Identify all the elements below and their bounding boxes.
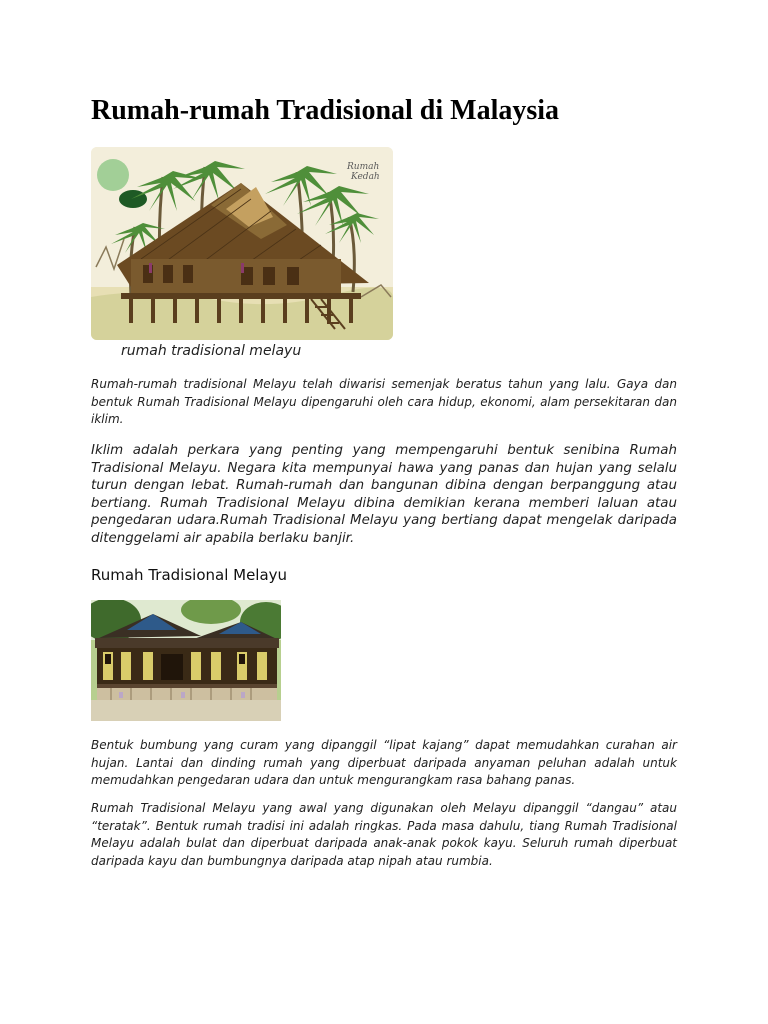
painting-watermark-line2: Kedah — [351, 172, 380, 182]
house-painting-illustration — [91, 147, 393, 340]
paragraph-intro: Rumah-rumah tradisional Melayu telah diwarisi semenjak beratus tahun yang lalu. Gaya dan bentuk Rumah Tradisional Melayu dipengaruhi oleh cara hidup, ekonomi, alam persekitaran dan iklim. — [91, 377, 677, 426]
painting-watermark-line1: Rumah — [347, 162, 380, 172]
figure-caption: rumah tradisional melayu — [121, 343, 302, 359]
paragraph-early-houses: Rumah Tradisional Melayu yang awal yang digunakan oleh Melayu dipanggil “dangau” atau “teratak”. Bentuk rumah tradisi ini adalah ringkas. Pada masa dahulu, tiang Rumah Tradisional Melayu adalah bulat dan diperbuat daripada anak-anak pokok kayu. Seluruh rumah diperbuat daripada kayu dan bumbungnya daripada atap nipah atau rumbia. — [91, 801, 677, 868]
photo-of-malay-house — [91, 600, 281, 721]
page-title: Rumah-rumah Tradisional di Malaysia — [91, 95, 560, 126]
house-photo-illustration — [91, 600, 281, 721]
paragraph-climate: Iklim adalah perkara yang penting yang mempengaruhi bentuk senibina Rumah Tradisional Melayu. Negara kita mempunyai hawa yang panas dan hujan yang selalu turun dengan lebat. Rumah-rumah dan bangunan dibina dengan berpanggung atau bertiang. Rumah Tradisional Melayu dibina demikian kerana memberi laluan atau pengedaran udara.Rumah Tradisional Melayu yang bertiang dapat mengelak daripada ditenggelami air apabila berlaku banjir. — [91, 443, 677, 546]
section-heading: Rumah Tradisional Melayu — [91, 566, 288, 584]
painting-of-malay-house — [91, 147, 393, 340]
paragraph-roof: Bentuk bumbung yang curam yang dipanggil “lipat kajang” dapat memudahkan curahan air hujan. Lantai dan dinding rumah yang diperbuat daripada anyaman peluhan adalah untuk memudahkan pengedaran udara dan untuk mengurangkam rasa bahang panas. — [91, 738, 677, 787]
